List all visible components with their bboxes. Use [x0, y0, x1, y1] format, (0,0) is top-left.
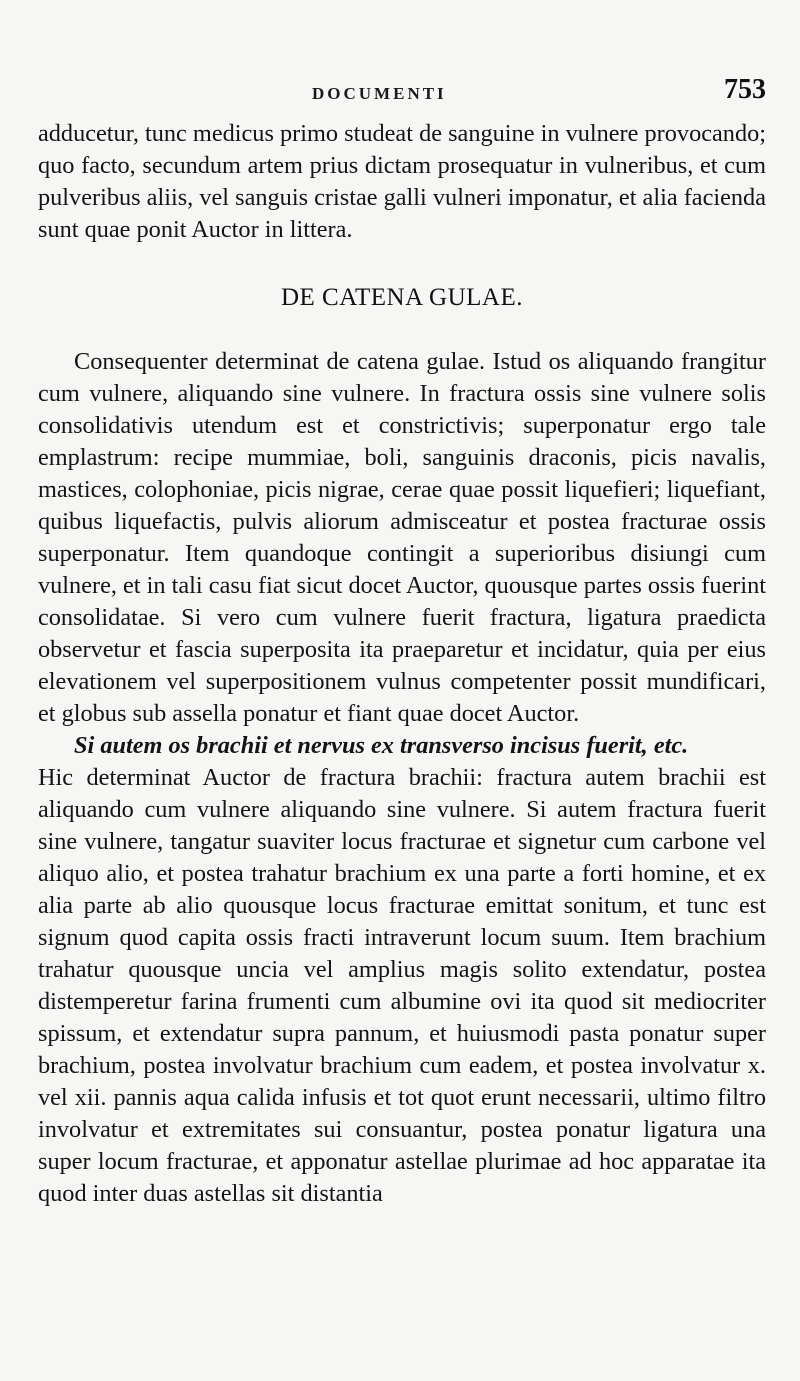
page-number: 753 — [724, 74, 766, 105]
paragraph-catena-gulae: Consequenter determinat de catena gulae. Istud os aliquando frangitur cum vulnere, aliquando sine vulnere. In fractura ossis sine vulnere solis consolidativis utendum est et constrictivis; superponatur ergo tale emplastrum: recipe mummiae, boli, sanguinis draconis, picis navalis, mastices, colophoniae, picis nigrae, cerae quae possit liquefieri; liquefiant, quibus liquefactis, pulvis aliorum admisceatur et postea fracturae ossis superponatur. Item quandoque contingit a superioribus disiungi cum vulnere, et in tali casu fiat sicut docet Auctor, quousque partes ossis fuerint consolidatae. Si vero cum vulnere fuerit fractura, ligatura praedicta observetur et fascia superposita ita praeparetur et incidatur, quia per eius elevationem vel superpositionem vulnus competenter possit mundificari, et globus sub assella ponatur et fiant quae docet Auctor. — [38, 348, 766, 727]
paragraph-fractura-brachii: Hic determinat Auctor de fractura brachii: fractura autem brachii est aliquando cum vulnere aliquando sine vulnere. Si autem fractura fuerit sine vulnere, tangatur suaviter locus fracturae et signetur cum carbone vel aliquo alio, et postea trahatur brachium ex una parte a forti homine, et ex alia parte ab alio quousque locus fracturae emittat sonitum, et tunc est signum quod capita ossis fracti intraverunt locum suum. Item brachium trahatur quousque uncia vel amplius magis solito extendatur, postea distemperetur farina frumenti cum albumine ovi ita quod sit mediocriter spissum, et extendatur supra pannum, et huiusmodi pasta ponatur super brachium, postea involvatur brachium cum eadem, et postea involvatur x. vel xii. pannis aqua calida infusis et tot quot erunt necessarii, ultimo filtro involvatur et extremitates sui consuantur, postea ponatur ligatura una super locum fracturae, et apponatur astellae plurimae ad hoc apparatae ita quod inter duas astellas sit distantia — [38, 764, 766, 1207]
section-heading: DE CATENA GULAE. — [280, 284, 523, 311]
running-head — [0, 74, 800, 114]
running-title: DOCUMENTI — [312, 84, 447, 103]
paragraph-lead-quote — [38, 730, 766, 762]
paragraph-continued: adducetur, tunc medicus primo studeat de sanguine in vulnere provocando; quo facto, secundum artem prius dictam prosequatur in vulneribus, et cum pulveribus aliis, vel sanguis cristae galli vulneri imponatur, et alia facienda sunt quae ponit Auctor in littera. — [38, 120, 766, 243]
italic-lead-quote: Si autem os brachii et nervus ex transverso incisus fuerit, etc. — [74, 732, 689, 759]
text-block — [38, 118, 766, 1210]
